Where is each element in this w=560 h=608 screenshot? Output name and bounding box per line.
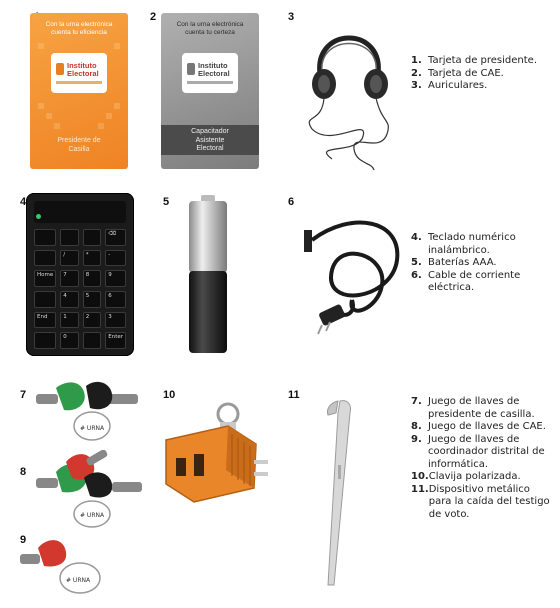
keypad-key[interactable] <box>60 229 78 246</box>
keypad-key[interactable]: End <box>34 312 56 329</box>
legend-group-1 <box>411 55 551 93</box>
keypad-key[interactable]: 7 <box>60 270 78 287</box>
keypad-key[interactable]: 3 <box>105 312 126 329</box>
logo-mark-icon <box>56 63 64 75</box>
item-number-10: 10 <box>163 389 176 401</box>
logo-line-1: Instituto <box>198 61 228 70</box>
legend-item <box>411 232 551 257</box>
legend-item <box>411 396 551 421</box>
logo-underline <box>56 81 102 84</box>
legend-item-number: 3. <box>411 80 422 91</box>
legend-group-3 <box>411 396 551 521</box>
power-cable-icon <box>292 200 412 350</box>
polarized-plug-icon <box>158 400 273 510</box>
legend-item-text: Cable de corriente eléctrica. <box>428 269 521 293</box>
logo-line-1: Instituto <box>67 61 97 70</box>
key-tag-text-9: # URNA <box>66 577 91 584</box>
legend-item <box>411 484 551 522</box>
legend-item-text: Clavija polarizada. <box>428 471 521 482</box>
legend-item-number: 8. <box>411 421 422 432</box>
keypad-display <box>34 201 126 223</box>
keypad-key[interactable]: 6 <box>105 291 126 308</box>
logo-line-2: Electoral <box>198 69 230 78</box>
legend-item-number: 1. <box>411 55 422 66</box>
card-top-text: Con la urna electrónica cuenta tu eficiencia <box>45 21 113 36</box>
legend-item <box>411 471 551 484</box>
keypad-key[interactable]: ⌫ <box>105 229 126 246</box>
legend-item-number: 2. <box>411 67 422 79</box>
card-top-text: Con la urna electrónica cuenta tu certeza <box>176 21 244 36</box>
keypad-key[interactable] <box>34 250 56 267</box>
keypad-key[interactable]: 8 <box>83 270 102 287</box>
legend-item-number: 10. <box>411 471 429 482</box>
legend-item-text: Dispositivo metálico para la caída del testigo de voto. <box>428 483 550 520</box>
legend-item-number: 7. <box>411 396 422 407</box>
headphones-icon <box>292 14 407 174</box>
keypad-key[interactable]: 5 <box>83 291 102 308</box>
card-role-text: Capacitador Asistente Electoral <box>191 128 229 152</box>
item-number-6: 6 <box>288 196 295 208</box>
item-number-4: 4 <box>20 196 27 208</box>
legend-item-text: Tarjeta de CAE. <box>428 67 504 79</box>
keys-set-coordinator-icon <box>20 530 110 600</box>
legend-item-number: 6. <box>411 269 422 281</box>
keypad-key[interactable]: 1 <box>60 312 78 329</box>
legend-item <box>411 434 551 472</box>
institute-logo <box>182 53 238 93</box>
legend-item-text: Juego de llaves de presidente de casilla. <box>428 396 535 420</box>
item-number-11: 11 <box>288 389 300 401</box>
keypad-key[interactable] <box>34 291 56 308</box>
legend-item-number: 9. <box>411 433 422 445</box>
institute-logo <box>51 53 107 93</box>
cae-card <box>161 13 259 169</box>
key-tag-text-8: # URNA <box>80 512 105 519</box>
keys-set-cae-icon <box>36 450 156 530</box>
item-number-2: 2 <box>150 11 157 23</box>
metal-device-icon <box>308 395 368 595</box>
legend-item-text: Baterías AAA. <box>428 257 497 268</box>
keys-set-president-icon <box>36 380 146 450</box>
president-card <box>30 13 128 169</box>
legend-item <box>411 421 551 434</box>
legend-item-number: 5. <box>411 257 422 268</box>
legend-item-text: Tarjeta de presidente. <box>428 55 537 66</box>
legend-item-text: Juego de llaves de CAE. <box>428 421 546 432</box>
keypad-key[interactable] <box>83 229 102 246</box>
legend-item-text: Teclado numérico inalámbrico. <box>428 232 516 256</box>
key-tag-text-7: # URNA <box>80 425 105 432</box>
legend-group-2 <box>411 232 551 295</box>
keypad-key[interactable]: / <box>60 250 78 267</box>
keypad-key[interactable]: 2 <box>83 312 102 329</box>
legend-item <box>411 55 551 68</box>
logo-underline <box>187 81 233 84</box>
numeric-keypad <box>26 193 134 356</box>
keypad-key[interactable] <box>34 332 56 349</box>
logo-line-2: Electoral <box>67 69 99 78</box>
item-number-7: 7 <box>20 389 27 401</box>
item-number-8: 8 <box>20 466 27 478</box>
battery-icon <box>183 193 233 361</box>
item-number-5: 5 <box>163 196 170 208</box>
keypad-key[interactable]: Enter <box>105 332 126 349</box>
keypad-key[interactable]: 0 <box>60 332 78 349</box>
legend-item <box>411 80 551 93</box>
legend-item <box>411 270 551 295</box>
item-number-3: 3 <box>288 11 295 23</box>
legend-item-number: 4. <box>411 232 422 243</box>
card-role-text: Presidente de Casilla <box>57 137 101 153</box>
keypad-key[interactable] <box>83 332 102 349</box>
keypad-keys <box>34 229 126 349</box>
keypad-key[interactable]: Home <box>34 270 56 287</box>
item-number-9: 9 <box>20 534 27 546</box>
keypad-key[interactable]: * <box>83 250 102 267</box>
keypad-key[interactable]: 4 <box>60 291 78 308</box>
keypad-key[interactable]: - <box>105 250 126 267</box>
legend-item-text: Juego de llaves de coordinador distrital de informática. <box>428 433 545 470</box>
legend-item-number: 11. <box>411 483 429 495</box>
keypad-led-icon <box>36 214 41 219</box>
legend-item <box>411 68 551 81</box>
keypad-key[interactable] <box>34 229 56 246</box>
legend-item-text: Auriculares. <box>428 80 488 91</box>
legend-item <box>411 257 551 270</box>
logo-mark-icon <box>187 63 195 75</box>
keypad-key[interactable]: 9 <box>105 270 126 287</box>
